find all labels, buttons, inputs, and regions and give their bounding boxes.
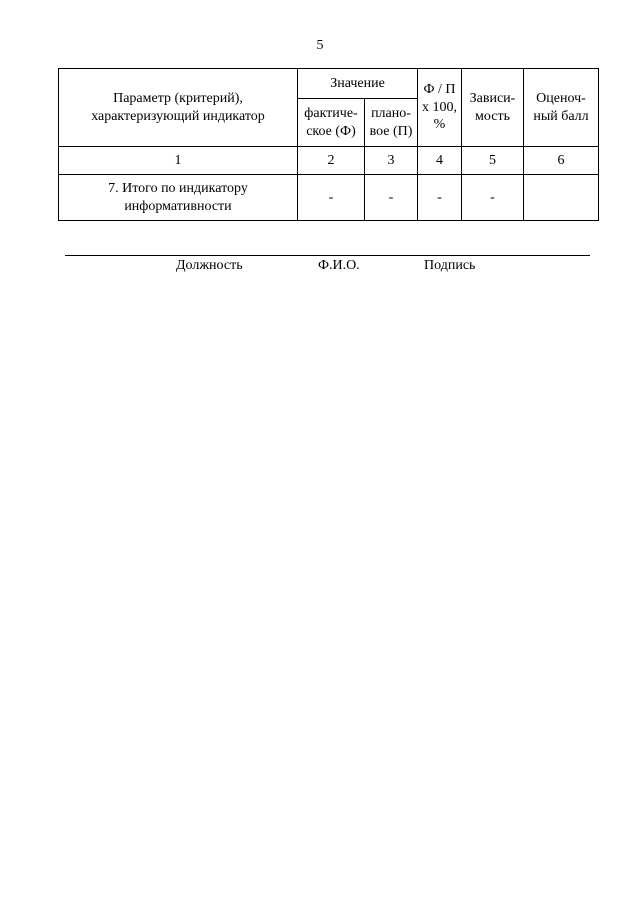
signature-name-label: Ф.И.О. (318, 258, 360, 273)
page-number: 5 (316, 38, 324, 53)
row-parameter: 7. Итого по индикатору информативности (59, 175, 298, 221)
row-planned: - (365, 175, 418, 221)
header-dependency: Зависи-мость (462, 69, 524, 147)
header-row (59, 69, 599, 99)
header-actual: фактиче-ское (Ф) (298, 99, 365, 147)
header-parameter: Параметр (критерий), характеризующий индикатор (59, 69, 298, 147)
header-planned: плано-вое (П) (365, 99, 418, 147)
column-number: 5 (462, 147, 524, 175)
column-number-row (59, 147, 599, 175)
signature-line (65, 255, 590, 256)
row-ratio: - (418, 175, 462, 221)
column-number: 4 (418, 147, 462, 175)
row-dependency: - (462, 175, 524, 221)
indicator-table (58, 68, 599, 221)
header-ratio: Ф / П x 100, % (418, 69, 462, 147)
column-number: 6 (524, 147, 599, 175)
row-score (524, 175, 599, 221)
column-number: 2 (298, 147, 365, 175)
header-value-group: Значение (298, 69, 418, 99)
row-actual: - (298, 175, 365, 221)
signature-position-label: Должность (176, 258, 243, 273)
header-score: Оценоч-ный балл (524, 69, 599, 147)
signature-sign-label: Подпись (424, 258, 476, 273)
column-number: 1 (59, 147, 298, 175)
column-number: 3 (365, 147, 418, 175)
table-row (59, 175, 599, 221)
